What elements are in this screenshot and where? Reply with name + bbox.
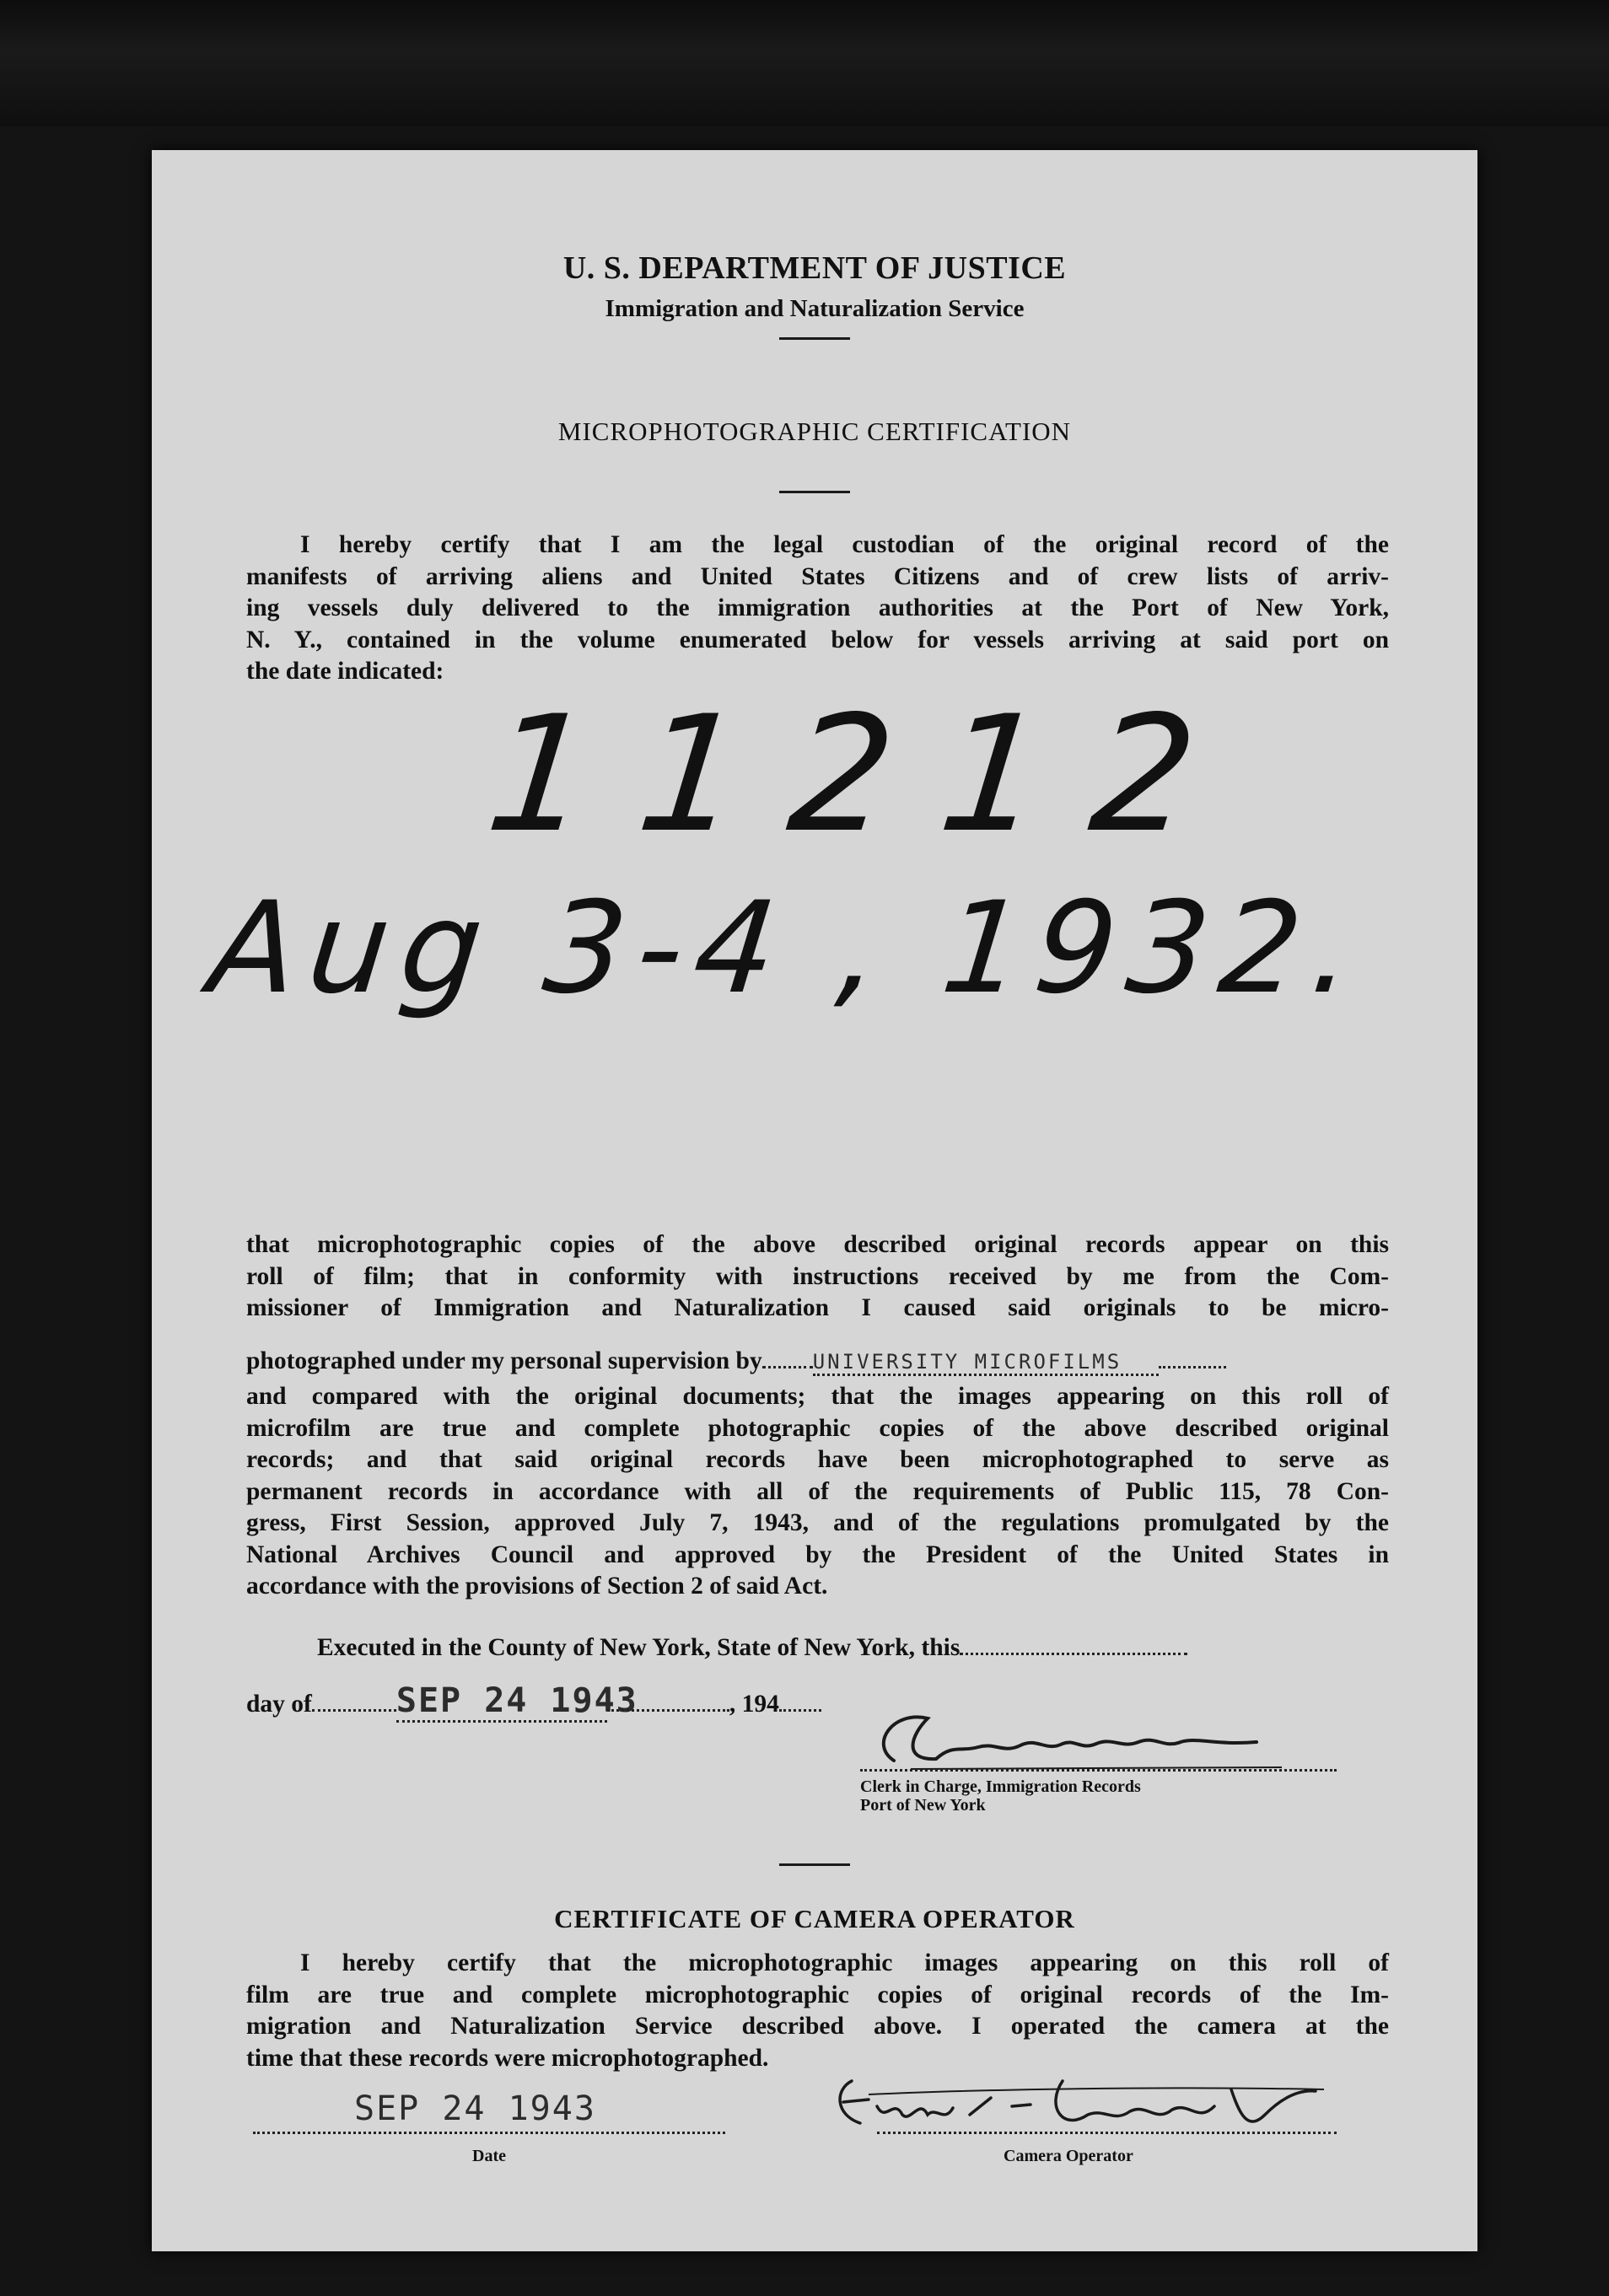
body-line: roll of film; that in conformity with instructions received by me from the Com- <box>246 1262 1389 1290</box>
day-of-line <box>246 1681 821 1723</box>
clerk-signature-line <box>860 1769 1337 1772</box>
film-edge <box>0 0 1609 126</box>
body-paragraph-continued <box>246 1381 1389 1603</box>
divider <box>779 337 850 340</box>
handwritten-date: Aug 3-4 , 1932. <box>202 875 1373 1022</box>
camera-date-stamp: SEP 24 1943 <box>354 2089 596 2128</box>
intro-line: I hereby certify that I am the legal custodian of the original record of the <box>300 531 1389 558</box>
body-line: that microphotographic copies of the above described original records appear on this <box>246 1231 1389 1258</box>
department-heading: U. S. DEPARTMENT OF JUSTICE <box>562 250 1067 286</box>
divider <box>779 1863 850 1866</box>
intro-line: N. Y., contained in the volume enumerated below for vessels arriving at said port on <box>246 626 1389 653</box>
body-line: permanent records in accordance with all of the requirements of Public 115, 78 Con- <box>246 1477 1389 1505</box>
divider <box>779 491 850 493</box>
handwritten-volume: 11212 <box>479 681 1254 868</box>
clerk-location: Port of New York <box>860 1796 986 1815</box>
camera-certificate-title: CERTIFICATE OF CAMERA OPERATOR <box>554 1904 1075 1933</box>
camera-operator-label: Camera Operator <box>1004 2147 1133 2165</box>
body-paragraph <box>246 1229 1389 1325</box>
date-line <box>253 2132 725 2134</box>
body-line: records; and that said original records have been microphotographed to serve as <box>246 1446 1389 1473</box>
camera-operator-signature <box>810 2056 1332 2148</box>
body-line: and compared with the original documents; that the images appearing on this roll of <box>246 1383 1389 1410</box>
body-line: gress, First Session, approved July 7, 1943, and of the regulations promulgated by the <box>246 1509 1389 1536</box>
intro-line: manifests of arriving aliens and United States Citizens and of crew lists of arriv- <box>246 562 1389 590</box>
day-of-label: day of <box>246 1691 312 1718</box>
year-prefix: , 194 <box>729 1691 779 1718</box>
certificate-page <box>152 150 1477 2251</box>
date-stamp: SEP 24 1943 <box>396 1681 607 1723</box>
dotted-leader <box>1159 1366 1226 1368</box>
clerk-title: Clerk in Charge, Immigration Records <box>860 1777 1141 1796</box>
camera-line: migration and Naturalization Service described above. I operated the camera at the <box>246 2013 1389 2040</box>
dotted-leader <box>960 1653 1187 1655</box>
certification-title: MICROPHOTOGRAPHIC CERTIFICATION <box>557 417 1072 446</box>
dotted-leader <box>762 1366 813 1368</box>
service-subheading: Immigration and Naturalization Service <box>605 295 1025 322</box>
executed-line <box>317 1634 1187 1662</box>
supervision-prefix: photographed under my personal supervision by <box>246 1347 762 1374</box>
dotted-leader <box>312 1709 396 1712</box>
body-line: accordance with the provisions of Section 2 of said Act. <box>246 1573 828 1600</box>
dotted-leader <box>607 1709 729 1712</box>
microfilm-company: UNIVERSITY MICROFILMS <box>813 1350 1159 1376</box>
intro-paragraph <box>246 530 1389 688</box>
executed-text: Executed in the County of New York, State of New York, this <box>317 1634 961 1661</box>
dotted-leader <box>779 1709 821 1712</box>
body-line: National Archives Council and approved by the President of the United States in <box>246 1541 1389 1568</box>
supervision-line <box>246 1347 1226 1376</box>
operator-line <box>877 2132 1337 2134</box>
body-line: microfilm are true and complete photographic copies of the above described original <box>246 1414 1389 1442</box>
intro-line: ing vessels duly delivered to the immigration authorities at the Port of New York, <box>246 594 1389 621</box>
camera-line: time that these records were microphotographed. <box>246 2044 769 2072</box>
intro-line: the date indicated: <box>246 658 444 685</box>
date-label: Date <box>472 2147 506 2165</box>
camera-line: film are true and complete microphotographic copies of original records of the Im- <box>246 1981 1389 2008</box>
body-line: missioner of Immigration and Naturalization I caused said originals to be micro- <box>246 1294 1389 1321</box>
camera-line: I hereby certify that the microphotographic images appearing on this roll of <box>300 1949 1389 1976</box>
